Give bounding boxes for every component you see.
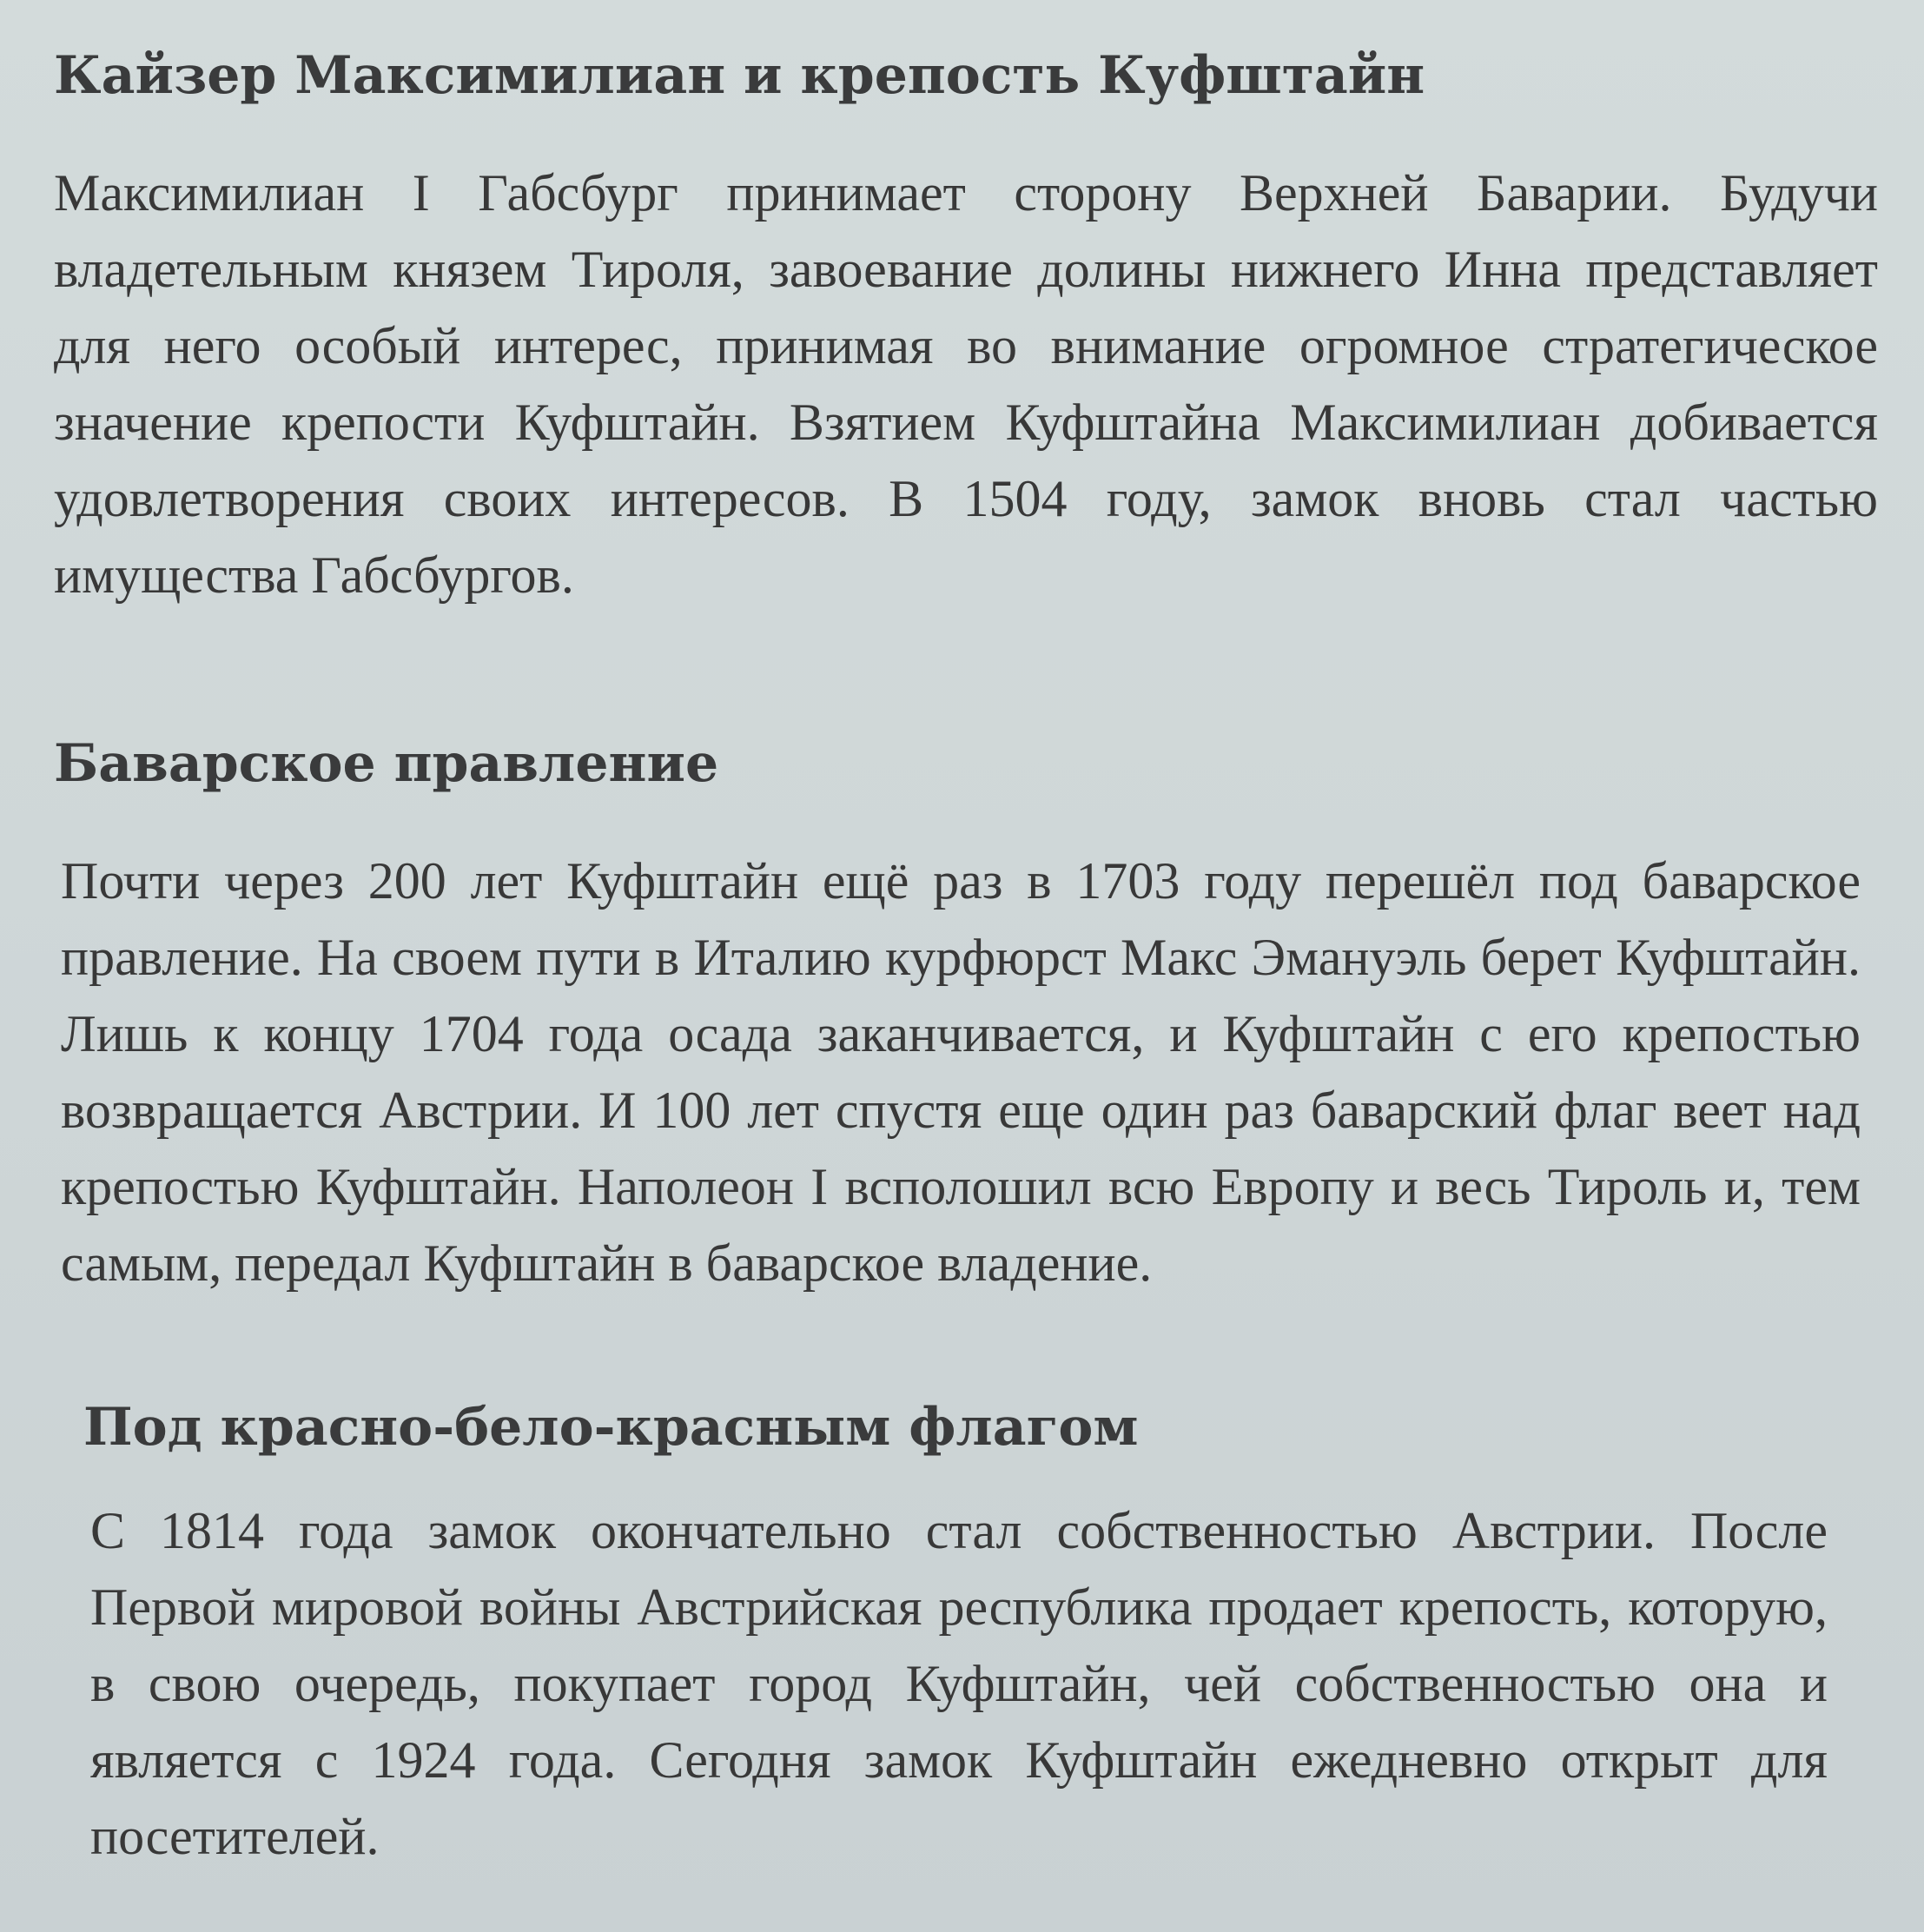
section-paragraph-red-white-red-flag: С 1814 года замок окончательно стал собственностью Австрии. После Первой мировой войны Австрийская республика продает крепость, которую, в свою очередь, покупает город Куфштайн, чей собственностью она и является с 1924 года. Сегодня замок Куфштайн ежедневно открыт для посетителей. <box>90 1502 1828 1865</box>
section-paragraph-bavarian-rule: Почти через 200 лет Куфштайн ещё раз в 1703 году перешёл под баварское правление. На своем пути в Италию курфюрст Макс Эмануэль берет Куфштайн. Лишь к концу 1704 года осада заканчивается, и Куфштайн с его крепостью возвращается Австрии. И 100 лет спустя еще один раз баварский флаг веет над крепостью Куфштайн. Наполеон I всполошил всю Европу и весь Тироль и, тем самым, передал Куфштайн в баварское владение. <box>61 852 1861 1292</box>
section-heading-red-white-red-flag: Под красно-бело-красным флагом <box>83 1397 1139 1458</box>
section-heading-maximilian: Кайзер Максимилиан и крепость Куфштайн <box>54 45 1425 106</box>
section-heading-bavarian-rule: Баварское правление <box>54 733 719 794</box>
section-paragraph-maximilian: Максимилиан I Габсбург принимает сторону Верхней Баварии. Будучи владетельным князем Тироля, завоевание долины нижнего Инна представляет для него особый интерес, принимая во внимание огромное стратегическое значение крепости Куфштайн. Взятием Куфштайна Максимилиан добивается удовлетворения своих интересов. В 1504 году, замок вновь стал частью имущества Габсбургов. <box>54 164 1878 604</box>
